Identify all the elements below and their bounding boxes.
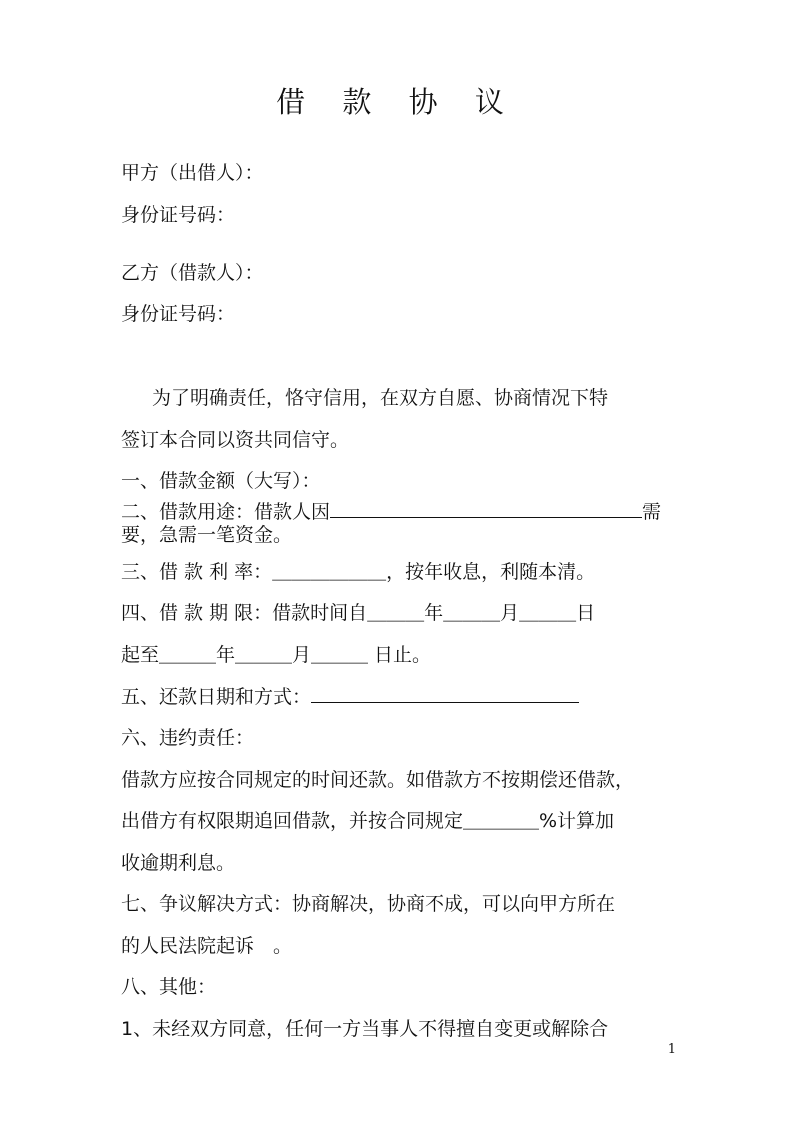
clause-6-body-2: 出借方有权限期追回借款，并按合同规定＿＿＿＿%计算加 [121, 810, 615, 832]
clause-7-line-1: 七、争议解决方式：协商解决，协商不成，可以向甲方所在 [121, 893, 616, 915]
clause-7-line-2: 的人民法院起诉 。 [121, 935, 293, 957]
document-title: 借 款 协 议 [276, 85, 518, 119]
clause-1-amount: 一、借款金额（大写）： [121, 470, 321, 492]
clause-8-item-1: 1、未经双方同意，任何一方当事人不得擅自变更或解除合 [121, 1018, 609, 1040]
clause-8-heading: 八、其他： [121, 976, 217, 998]
repayment-blank-line [311, 684, 579, 703]
party-b-label: 乙方（借款人）： [121, 262, 264, 284]
clause-4-term-line-1: 四、借 款 期 限：借款时间自＿＿＿年＿＿＿月＿＿＿日 [121, 602, 596, 624]
clause-6-heading: 六、违约责任： [121, 727, 255, 749]
clause-5-prefix: 五、还款日期和方式： [121, 686, 312, 708]
clause-6-body-1: 借款方应按合同规定的时间还款。如借款方不按期偿还借款， [121, 769, 635, 791]
clause-2-suffix: 需 [642, 501, 662, 523]
page-number: 1 [667, 1042, 676, 1057]
intro-line-2: 签订本合同以资共同信守。 [121, 429, 350, 451]
clause-2-line-2: 要，急需一笔资金。 [121, 524, 293, 546]
party-a-id-label: 身份证号码： [121, 204, 236, 226]
intro-line-1: 为了明确责任，恪守信用，在双方自愿、协商情况下特 [152, 387, 609, 409]
clause-5-repayment [121, 682, 579, 709]
party-b-id-label: 身份证号码： [121, 303, 236, 325]
clause-2-prefix: 二、借款用途：借款人因 [121, 501, 331, 523]
purpose-blank-line [330, 499, 642, 518]
party-a-label: 甲方（出借人）： [121, 162, 264, 184]
clause-3-interest: 三、借 款 利 率：＿＿＿＿＿＿，按年收息，利随本清。 [121, 561, 596, 583]
clause-6-body-3: 收逾期利息。 [121, 852, 236, 874]
clause-4-term-line-2: 起至＿＿＿年＿＿＿月＿＿＿ 日止。 [121, 644, 432, 666]
